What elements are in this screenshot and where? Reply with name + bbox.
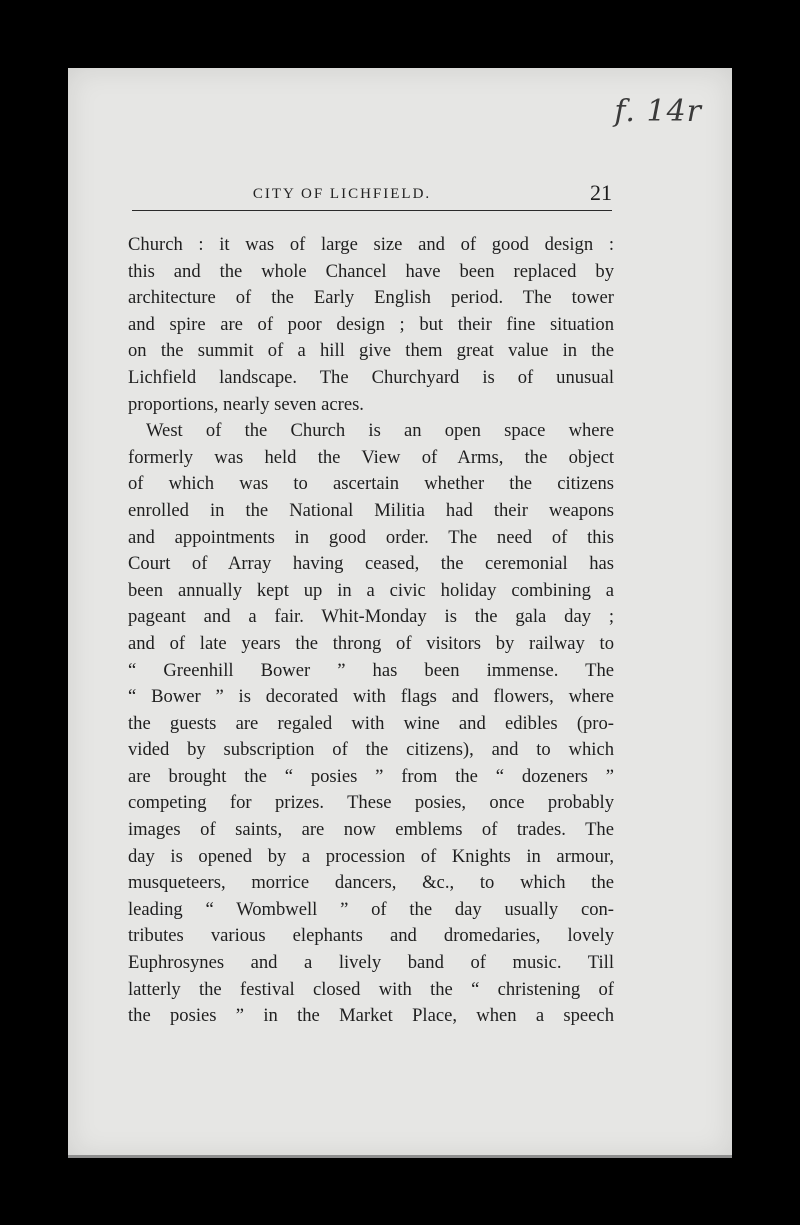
text-line: on the summit of a hill give them great value in the xyxy=(128,340,614,362)
folio-annotation: f. 14r xyxy=(614,94,702,129)
text-line: are brought the “ posies ” from the “ dozeners ” xyxy=(128,765,614,787)
text-line: day is opened by a procession of Knights in armour, xyxy=(128,845,614,867)
text-line: Court of Array having ceased, the ceremonial has xyxy=(128,553,614,575)
text-line: architecture of the Early English period. The tower xyxy=(128,287,614,309)
text-line: “ Greenhill Bower ” has been immense. The xyxy=(128,659,614,681)
text-line: competing for prizes. These posies, once probably xyxy=(128,792,614,814)
text-line: the posies ” in the Market Place, when a speech xyxy=(128,1005,614,1027)
running-head xyxy=(132,180,612,211)
book-page xyxy=(68,68,732,1158)
running-head-title: CITY OF LICHFIELD. xyxy=(252,186,432,202)
page-bottom-edge xyxy=(68,1155,732,1158)
text-line: of which was to ascertain whether the citizens xyxy=(128,473,614,495)
text-line: and appointments in good order. The need of this xyxy=(128,526,614,548)
text-line: proportions, nearly seven acres. xyxy=(128,393,364,415)
text-line: “ Bower ” is decorated with flags and flowers, where xyxy=(128,686,614,708)
text-line: Lichfield landscape. The Churchyard is of unusual xyxy=(128,366,614,388)
text-line: the guests are regaled with wine and edibles (pro- xyxy=(128,712,614,734)
text-line: pageant and a fair. Whit-Monday is the gala day ; xyxy=(128,606,614,628)
text-line: latterly the festival closed with the “ christening of xyxy=(128,978,614,1000)
text-line: enrolled in the National Militia had their weapons xyxy=(128,499,614,521)
text-line: Euphrosynes and a lively band of music. Till xyxy=(128,952,614,974)
text-line: West of the Church is an open space where xyxy=(146,420,614,442)
text-line: this and the whole Chancel have been replaced by xyxy=(128,260,614,282)
text-line: Church : it was of large size and of good design : xyxy=(128,234,614,255)
text-line: been annually kept up in a civic holiday combining a xyxy=(128,579,614,601)
text-line: musqueteers, morrice dancers, &c., to which the xyxy=(128,872,614,894)
text-line: and of late years the throng of visitors by railway to xyxy=(128,632,614,654)
page-number: 21 xyxy=(590,180,612,205)
body-text xyxy=(128,232,614,1030)
text-line: tributes various elephants and dromedaries, lovely xyxy=(128,925,614,947)
text-line: vided by subscription of the citizens), and to which xyxy=(128,739,614,761)
text-line: formerly was held the View of Arms, the object xyxy=(128,446,614,468)
text-line: leading “ Wombwell ” of the day usually con- xyxy=(128,898,614,920)
text-line: images of saints, are now emblems of trades. The xyxy=(128,819,614,841)
text-line: and spire are of poor design ; but their fine situation xyxy=(128,313,614,335)
